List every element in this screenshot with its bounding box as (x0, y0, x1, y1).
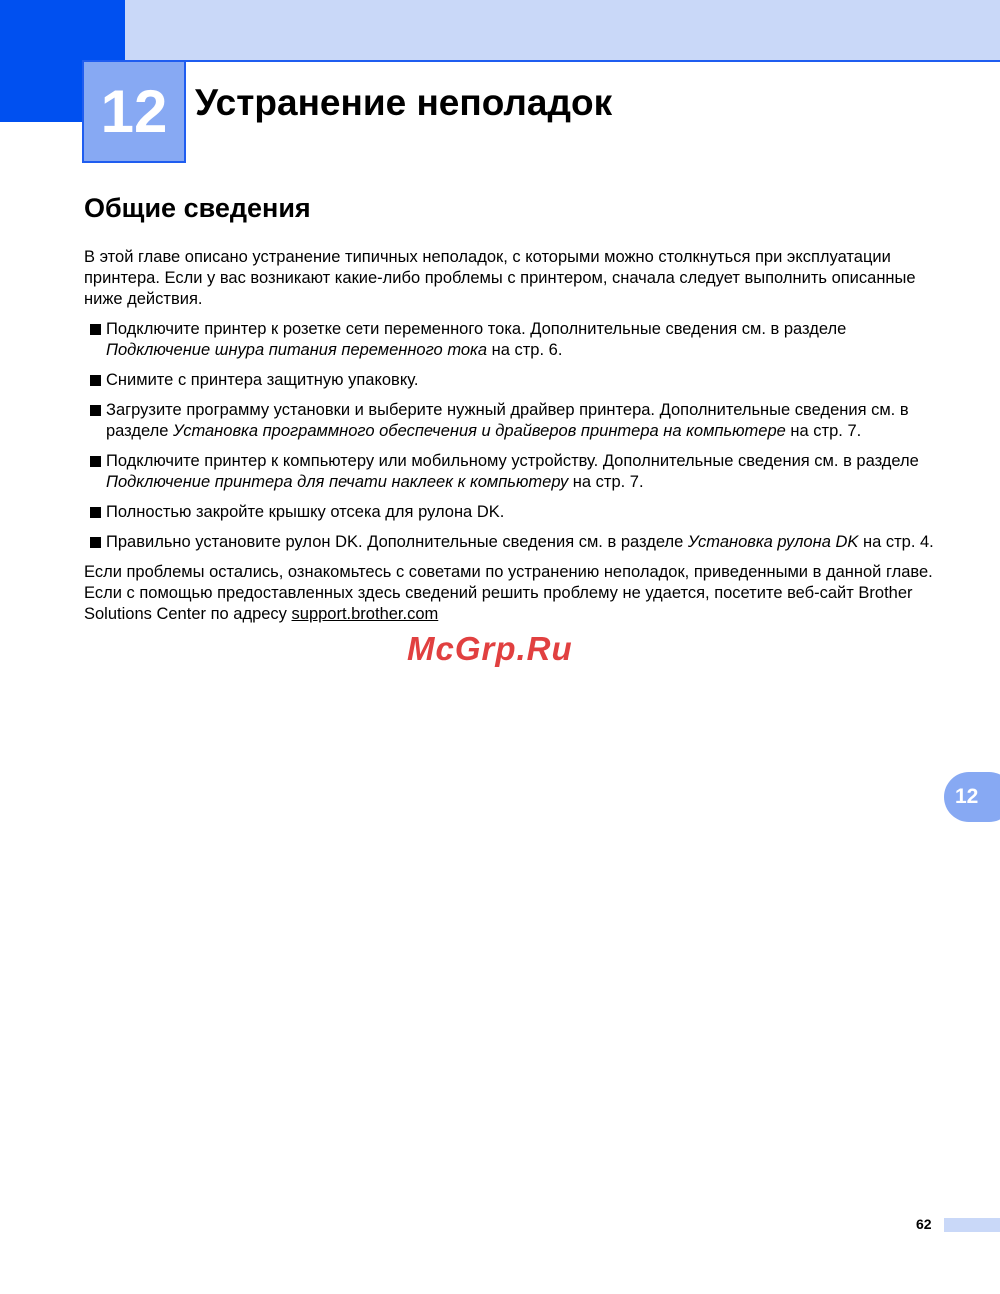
chapter-number-box (82, 60, 186, 163)
section-title: Общие сведения (84, 193, 311, 223)
chapter-side-tab: 12 (944, 772, 1000, 822)
list-item (84, 451, 944, 493)
watermark: McGrp.Ru (407, 630, 573, 667)
list-item-page: на стр. 7. (785, 422, 862, 440)
outro-text: Если проблемы остались, ознакомьтесь с советами по устранению неполадок, приведенными в данной главе. Если с помощью предоставленных здесь сведений решить проблему не удается, посетите веб-сайт Brother Solutions Center по адресу (84, 563, 933, 623)
chapter-number: 12 (100, 78, 168, 145)
square-bullet-icon (90, 456, 101, 467)
list-item (84, 400, 944, 442)
square-bullet-icon (90, 507, 101, 518)
list-item-page: на стр. 7. (568, 473, 644, 491)
section-content (84, 247, 944, 625)
list-item-reference: Подключение принтера для печати наклеек к компьютеру (106, 473, 569, 491)
list-item-text: Снимите с принтера защитную упаковку. (106, 371, 419, 389)
list-item-text: Загрузите программу установки и выберите нужный драйвер принтера. Дополнительные сведения см. в разделе (106, 401, 909, 440)
intro-paragraph: В этой главе описано устранение типичных неполадок, с которыми можно столкнуться при эксплуатации принтера. Если у вас возникают какие-либо проблемы с принтером, сначала следует выполнить описанные ниже действия. (84, 248, 916, 308)
square-bullet-icon (90, 324, 101, 335)
header-band (0, 0, 1000, 62)
list-item-page: на стр. 4. (858, 533, 934, 551)
steps-list (84, 319, 944, 553)
list-item-text: Подключите принтер к компьютеру или мобильному устройству. Дополнительные сведения см. в разделе (106, 452, 919, 470)
list-item (84, 532, 944, 553)
list-item-page: на стр. 6. (487, 341, 563, 359)
chapter-title: Устранение неполадок (195, 82, 613, 123)
list-item-text: Полностью закройте крышку отсека для рулона DK. (106, 503, 505, 521)
list-item (84, 502, 944, 523)
outro-paragraph (84, 562, 944, 625)
square-bullet-icon (90, 375, 101, 386)
list-item-reference: Установка рулона DK (687, 533, 859, 551)
square-bullet-icon (90, 405, 101, 416)
list-item-text: Подключите принтер к розетке сети переменного тока. Дополнительные сведения см. в разделе (106, 320, 847, 338)
page-number: 62 (916, 1216, 932, 1232)
list-item-reference: Установка программного обеспечения и драйверов принтера на компьютере (173, 422, 786, 440)
list-item (84, 319, 944, 361)
list-item-text: Правильно установите рулон DK. Дополнительные сведения см. в разделе (106, 533, 688, 551)
support-link[interactable]: support.brother.com (291, 605, 439, 623)
list-item-reference: Подключение шнура питания переменного тока (106, 341, 488, 359)
list-item (84, 370, 944, 391)
square-bullet-icon (90, 537, 101, 548)
footer-bar (944, 1218, 1000, 1232)
